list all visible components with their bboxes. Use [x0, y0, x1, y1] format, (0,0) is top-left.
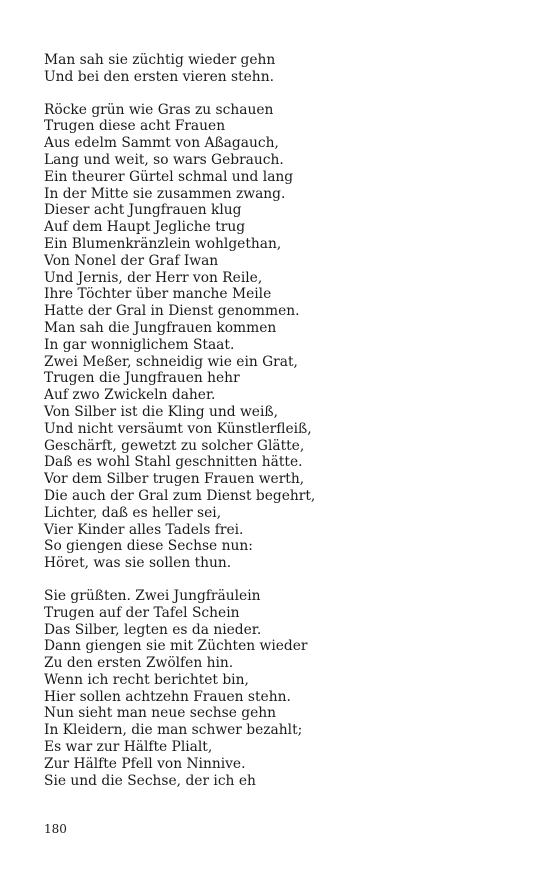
verse-line: Daß es wohl Stahl geschnitten hätte.	[44, 454, 303, 471]
verse-line: Vier Kinder alles Tadels frei.	[44, 521, 244, 538]
verse-line: Hier sollen achtzehn Frauen stehn.	[44, 688, 291, 705]
verse-line: So giengen diese Sechse nun:	[44, 538, 253, 555]
poem-text	[44, 52, 524, 805]
verse-line: Sie grüßten. Zwei Jungfräulein	[44, 587, 261, 604]
stanza	[44, 102, 524, 572]
verse-line: Trugen diese acht Frauen	[44, 118, 226, 135]
verse-line: Man sah sie züchtig wieder gehn	[44, 52, 276, 68]
verse-line: Zu den ersten Zwölfen hin.	[44, 655, 234, 672]
verse-line: Ihre Töchter über manche Meile	[44, 286, 272, 303]
verse-line: Und Jernis, der Herr von Reile,	[44, 269, 263, 286]
verse-line: Trugen auf der Tafel Schein	[44, 604, 240, 621]
verse-line: In der Mitte sie zusammen zwang.	[44, 185, 286, 202]
verse-line: Röcke grün wie Gras zu schauen	[44, 101, 274, 118]
verse-line: Von Nonel der Graf Iwan	[44, 252, 219, 269]
verse-line: Dieser acht Jungfrauen klug	[44, 202, 242, 219]
verse-line: Trugen die Jungfrauen hehr	[44, 370, 240, 387]
verse-line: Lang und weit, so wars Gebrauch.	[44, 151, 284, 168]
verse-line: Zur Hälfte Pfell von Ninnive.	[44, 755, 246, 772]
verse-line: Aus edelm Sammt von Aßagauch,	[44, 135, 279, 152]
verse-line: Lichter, daß es heller sei,	[44, 504, 222, 521]
verse-line: Und bei den ersten vieren stehn.	[44, 68, 274, 85]
verse-line: Dann giengen sie mit Züchten wieder	[44, 638, 308, 655]
verse-line: Zwei Meßer, schneidig wie ein Grat,	[44, 353, 298, 370]
stanza	[44, 588, 524, 790]
verse-line: In gar wonniglichem Staat.	[44, 336, 235, 353]
verse-line: Die auch der Gral zum Dienst begehrt,	[44, 487, 316, 504]
verse-line: Ein theurer Gürtel schmal und lang	[44, 168, 294, 185]
verse-line: In Kleidern, die man schwer bezahlt;	[44, 722, 303, 739]
verse-line: Auf dem Haupt Jegliche trug	[44, 219, 246, 236]
verse-line: Man sah die Jungfrauen kommen	[44, 319, 277, 336]
verse-line: Wenn ich recht berichtet bin,	[44, 671, 249, 688]
stanza	[44, 52, 524, 86]
verse-line: Nun sieht man neue sechse gehn	[44, 705, 277, 722]
verse-line: Und nicht versäumt von Künstlerfleiß,	[44, 420, 312, 437]
verse-line: Höret, was sie sollen thun.	[44, 555, 232, 572]
verse-line: Sie und die Sechse, der ich eh	[44, 772, 256, 789]
verse-line: Auf zwo Zwickeln daher.	[44, 387, 216, 404]
verse-line: Hatte der Gral in Dienst genommen.	[44, 303, 300, 320]
verse-line: Von Silber ist die Kling und weiß,	[44, 403, 278, 420]
page-number: 180	[44, 822, 67, 836]
verse-line: Es war zur Hälfte Plialt,	[44, 739, 213, 756]
verse-line: Ein Blumenkränzlein wohlgethan,	[44, 235, 282, 252]
verse-line: Geschärft, gewetzt zu solcher Glätte,	[44, 437, 305, 454]
verse-line: Das Silber, legten es da nieder.	[44, 621, 262, 638]
verse-line: Vor dem Silber trugen Frauen werth,	[44, 471, 305, 488]
